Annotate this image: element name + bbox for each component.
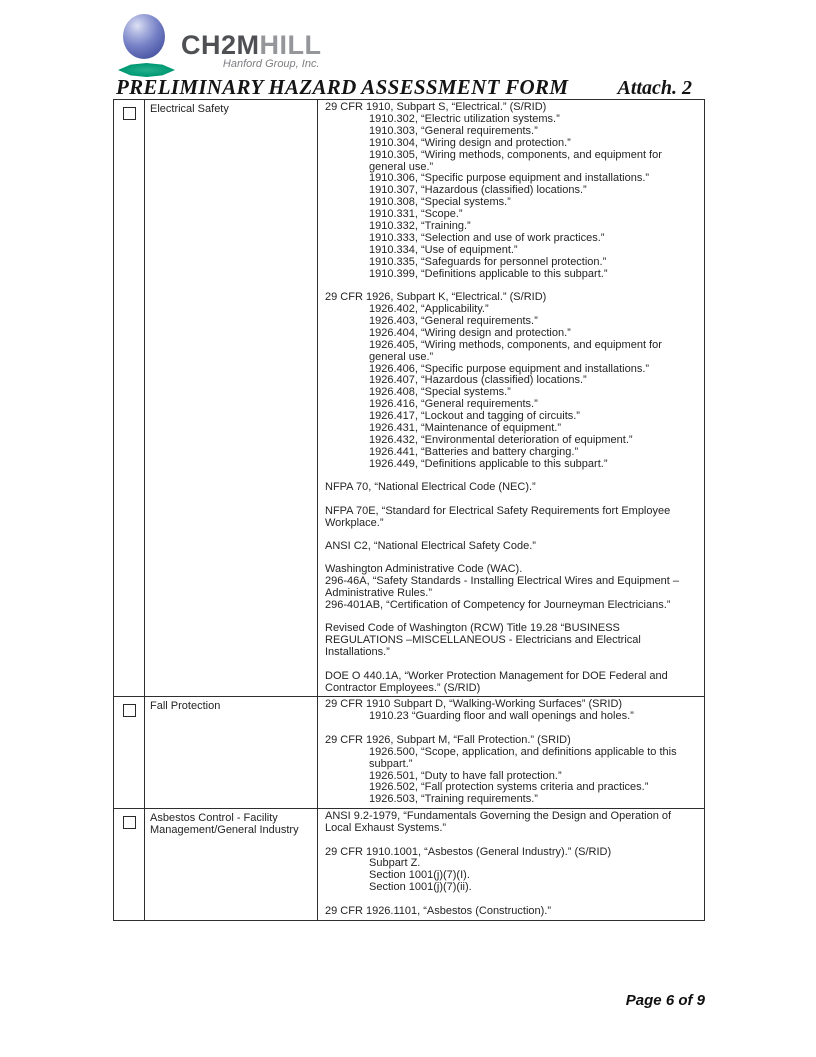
attachment-label: Attach. 2	[617, 77, 692, 99]
reference-line: DOE O 440.1A, “Worker Protection Management for DOE Federal and Contractor Employees.” (S/RID)	[325, 669, 668, 694]
reference-line: 1926.503, “Training requirements.”	[369, 793, 538, 806]
checkbox-cell	[114, 809, 145, 920]
table-row	[114, 697, 705, 809]
reference-line: 29 CFR 1910, Subpart S, “Electrical.” (S/RID)	[325, 101, 547, 113]
blank-line	[325, 494, 698, 506]
reference-line: 29 CFR 1910 Subpart D, “Walking-Working Surfaces” (SRID)	[325, 698, 623, 711]
title-row	[113, 75, 704, 100]
reference-line: 296-401AB, “Certification of Competency for Journeyman Electricians.”	[325, 599, 671, 612]
hazard-checkbox[interactable]	[123, 107, 136, 120]
references-cell	[318, 809, 705, 920]
logo-brand-secondary: HILL	[259, 30, 322, 60]
company-logo	[118, 12, 322, 74]
checkbox-cell	[114, 697, 145, 809]
reference-line: 1910.302, “Electric utilization systems.”	[369, 112, 560, 125]
logo-sphere-icon	[123, 14, 165, 59]
reference-line: Section 1001(j)(7)(ii).	[369, 881, 472, 894]
checkbox-cell	[114, 100, 145, 697]
reference-line: 1910.304, “Wiring design and protection.”	[369, 136, 571, 149]
hazard-name: Asbestos Control - Facility Management/General Industry	[145, 809, 318, 920]
reference-line: NFPA 70, “National Electrical Code (NEC).”	[325, 481, 536, 494]
reference-line: NFPA 70E, “Standard for Electrical Safety Requirements fort Employee Workplace.”	[325, 504, 671, 529]
reference-line: Washington Administrative Code (WAC).	[325, 563, 523, 576]
reference-line: 1910.399, “Definitions applicable to this subpart.”	[369, 267, 608, 280]
reference-line: 1910.307, “Hazardous (classified) locations.”	[369, 184, 587, 197]
page-title: PRELIMINARY HAZARD ASSESSMENT FORM	[116, 75, 569, 99]
hazard-checkbox[interactable]	[123, 816, 136, 829]
logo-tagline: Hanford Group, Inc.	[222, 58, 320, 70]
reference-line: 1926.502, “Fall protection systems criteria and practices.”	[369, 781, 649, 794]
blank-line	[325, 835, 698, 847]
reference-line: 1926.407, “Hazardous (classified) locations.”	[369, 374, 587, 387]
page-number: Page 6 of 9	[625, 992, 705, 1009]
reference-line: 1926.405, “Wiring methods, components, and equipment for general use.”	[369, 338, 662, 363]
reference-line: 1926.449, “Definitions applicable to this subpart.”	[369, 457, 608, 470]
reference-line: 1926.431, “Maintenance of equipment.”	[369, 422, 562, 435]
reference-line: 1926.408, “Special systems.”	[369, 386, 511, 399]
hazard-table	[113, 99, 705, 921]
blank-line	[325, 659, 698, 671]
reference-line: 1926.416, “General requirements.”	[369, 398, 538, 411]
reference-line: 1926.417, “Lockout and tagging of circuits.”	[369, 410, 580, 423]
reference-line: Revised Code of Washington (RCW) Title 19.28 “BUSINESS REGULATIONS –MISCELLANEOUS - Electricians and Electrical Installations.”	[325, 622, 641, 659]
reference-line: 1910.23 “Guarding floor and wall openings and holes.”	[369, 710, 634, 723]
reference-line: ANSI C2, “National Electrical Safety Code.”	[325, 539, 536, 552]
reference-line: 29 CFR 1926.1101, “Asbestos (Construction).”	[325, 904, 552, 917]
logo-brand	[181, 32, 322, 58]
table-row	[114, 100, 705, 697]
reference-line: 1910.332, “Training.”	[369, 220, 471, 233]
reference-line: 1926.501, “Duty to have fall protection.”	[369, 769, 562, 782]
logo-text	[176, 12, 322, 70]
reference-line: 1910.305, “Wiring methods, components, and equipment for general use.”	[369, 148, 662, 173]
logo-brand-primary: CH2M	[181, 30, 260, 60]
reference-line: 1910.333, “Selection and use of work practices.”	[369, 231, 605, 244]
reference-line: 1926.441, “Batteries and battery charging.”	[369, 445, 579, 458]
reference-line: 1910.306, “Specific purpose equipment and installations.”	[369, 172, 650, 185]
hazard-name: Electrical Safety	[145, 100, 318, 697]
reference-line: 1926.406, “Specific purpose equipment and installations.”	[369, 362, 650, 375]
table-row	[114, 809, 705, 920]
blank-line	[325, 894, 698, 906]
references-cell	[318, 100, 705, 697]
logo-art	[118, 12, 176, 74]
reference-line: 1926.403, “General requirements.”	[369, 314, 538, 327]
hazard-checkbox[interactable]	[123, 704, 136, 717]
reference-line: 1926.402, “Applicability.”	[369, 303, 489, 315]
reference-line: 296-46A, “Safety Standards - Installing Electrical Wires and Equipment – Administrative Rules.”	[325, 575, 680, 600]
reference-line: Subpart Z.	[369, 857, 421, 870]
reference-line: 1910.308, “Special systems.”	[369, 196, 511, 209]
reference-line: Section 1001(j)(7)(I).	[369, 869, 470, 882]
reference-line: 1926.432, “Environmental deterioration of equipment.”	[369, 433, 633, 446]
references-cell	[318, 697, 705, 809]
reference-line: 1910.303, “General requirements.”	[369, 124, 538, 137]
reference-line: 1926.404, “Wiring design and protection.”	[369, 326, 571, 339]
hazard-table-body	[114, 100, 705, 921]
hazard-name: Fall Protection	[145, 697, 318, 809]
reference-line: 1910.331, “Scope.”	[369, 208, 463, 221]
reference-line: 29 CFR 1910.1001, “Asbestos (General Industry).” (S/RID)	[325, 845, 612, 858]
reference-line: 29 CFR 1926, Subpart K, “Electrical.” (S/RID)	[325, 291, 547, 304]
reference-line: ANSI 9.2-1979, “Fundamentals Governing the Design and Operation of Local Exhaust Systems.”	[325, 810, 672, 835]
reference-line: 1910.334, “Use of equipment.”	[369, 243, 518, 256]
reference-line: 29 CFR 1926, Subpart M, “Fall Protection.” (SRID)	[325, 733, 571, 746]
reference-line: 1926.500, “Scope, application, and definitions applicable to this subpart.”	[369, 745, 677, 770]
reference-line: 1910.335, “Safeguards for personnel protection.”	[369, 255, 607, 268]
